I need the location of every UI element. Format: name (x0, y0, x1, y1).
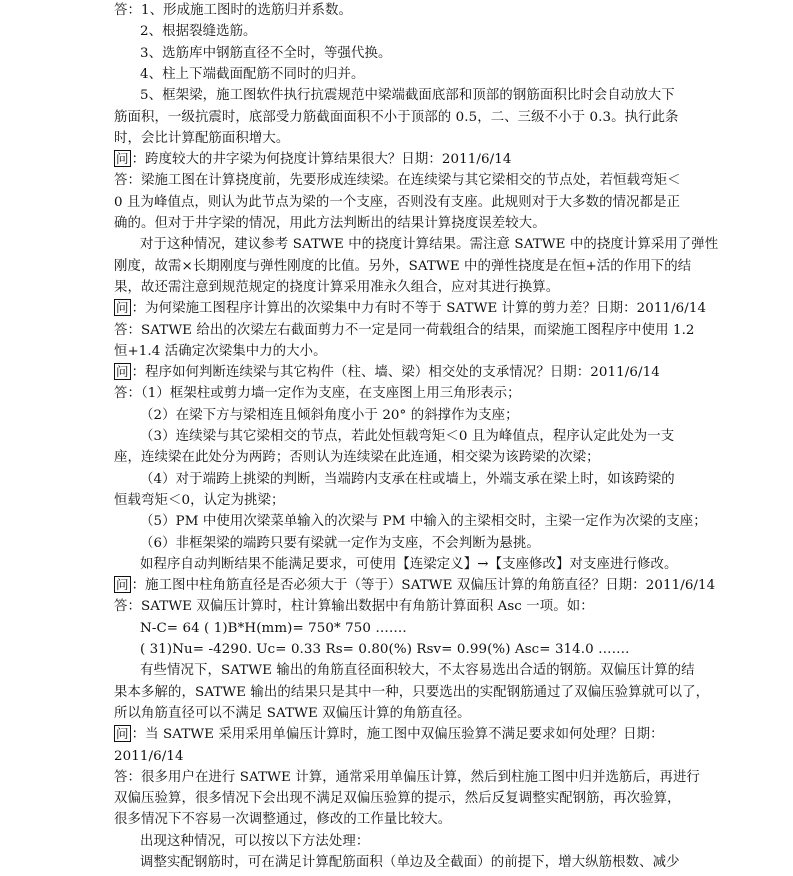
line-text: （4）对于端跨上挑梁的判断，当端跨内支承在柱或墙上，外端支承在梁上时，如该跨梁的 (140, 471, 675, 487)
line-text: 筋面积，一级抗震时，底部受力筋截面面积不小于顶部的 0.5，二、三级不小于 0.3。执行此条 (114, 109, 679, 125)
text-line (0, 107, 793, 129)
text-line (0, 405, 793, 427)
text-line (0, 575, 793, 597)
line-text: ：为何梁施工图程序计算出的次梁集中力有时不等于 SATWE 计算的剪力差？日期：2011/6/14 (131, 301, 707, 317)
question-marker: 问 (116, 726, 129, 742)
text-line (0, 149, 793, 171)
line-text: 确的。但对于井字梁的情况，用此方法判断出的结果计算挠度误差较大。 (114, 216, 546, 231)
text-line (0, 383, 793, 405)
line-text: 答：SATWE 双偏压计算时，柱计算输出数据中有角筋计算面积 Asc 一项。如： (114, 599, 594, 615)
line-text: 答：（1）框架柱或剪力墙一定作为支座，在支座图上用三角形表示； (114, 386, 521, 402)
text-line (0, 426, 793, 448)
text-line (0, 533, 793, 555)
line-text: N-C= 64 ( 1)B*H(mm)= 750* 750 ……. (140, 620, 407, 636)
text-line (0, 596, 793, 618)
line-text: 双偏压验算，很多情况下会出现不满足双偏压验算的提示，然后反复调整实配钢筋，再次验算， (114, 791, 681, 807)
line-text: 4、柱上下端截面配筋不同时的归并。 (140, 66, 365, 82)
text-line (0, 639, 793, 661)
line-text: 出现这种情况，可以按以下方法处理： (140, 833, 370, 849)
question-marker: 问 (116, 364, 129, 380)
line-text: 0 且为峰值点，则认为此节点为梁的一个支座，否则没有支座。此规则对于大多数的情况都是正 (114, 194, 681, 210)
line-text: 果本多解的，SATWE 输出的结果只是其中一种，只要选出的实配钢筋通过了双偏压验算就可以了， (114, 684, 710, 700)
line-text: 有些情况下，SATWE 输出的角筋直径面积较大，不太容易选出合适的钢筋。双偏压计算的结 (140, 663, 695, 679)
line-text: 如程序自动判断结果不能满足要求，可使用【连梁定义】→【支座修改】对支座进行修改。 (140, 556, 678, 572)
question-marker: 问 (116, 300, 129, 316)
text-line (0, 43, 793, 65)
line-text: （2）在梁下方与梁相连且倾斜角度小于 20° 的斜撑作为支座； (140, 407, 519, 423)
text-line (0, 21, 793, 43)
line-text: （6）非框架梁的端跨只要有梁就一定作为支座，不会判断为悬挑。 (140, 535, 540, 551)
text-line (0, 170, 793, 192)
question-marker: 问 (116, 577, 129, 593)
text-line (0, 788, 793, 810)
line-text: 对于这种情况，建议参考 SATWE 中的挠度计算结果。需注意 SATWE 中的挠度计算采用了弹性 (140, 237, 719, 253)
text-line (0, 852, 793, 874)
line-text: 答：梁施工图在计算挠度前，先要形成连续梁。在连续梁与其它梁相交的节点处，若恒载弯矩＜ (114, 173, 681, 189)
text-line (0, 85, 793, 107)
text-line (0, 0, 793, 22)
text-line (0, 809, 793, 831)
line-text: 所以角筋直径可以不满足 SATWE 双偏压计算的角筋直径。 (114, 705, 471, 721)
text-line (0, 362, 793, 384)
line-text: 很多情况下不容易一次调整通过，修改的工作量比较大。 (114, 812, 452, 828)
line-text: 调整实配钢筋时，可在满足计算配筋面积（单边及全截面）的前提下，增大纵筋根数、减少 (140, 855, 680, 870)
text-line (0, 469, 793, 491)
text-line (0, 298, 793, 320)
text-line (0, 64, 793, 86)
line-text: 恒载弯矩＜0，认定为挑梁； (114, 492, 285, 508)
line-text: ( 31)Nu= -4290. Uc= 0.33 Rs= 0.80(%) Rsv= 0.99(%) Asc= 314.0 ……. (140, 642, 630, 657)
text-line (0, 277, 793, 299)
text-line (0, 554, 793, 576)
text-line (0, 128, 793, 150)
line-text: （5）PM 中使用次梁菜单输入的次梁与 PM 中输入的主梁相交时，主梁一定作为次梁的支座； (140, 514, 707, 530)
line-text: 答：SATWE 给出的次梁左右截面剪力不一定是同一荷载组合的结果，而梁施工图程序中使用 1.2 (114, 322, 695, 338)
line-text: 2、根据裂缝选筋。 (140, 24, 257, 40)
text-line (0, 660, 793, 682)
text-line (0, 746, 793, 768)
line-text: 答：1、形成施工图时的选筋归并系数。 (114, 3, 352, 18)
text-line (0, 256, 793, 278)
line-text: 答：很多用户在进行 SATWE 计算，通常采用单偏压计算，然后到柱施工图中归并选筋后，再进行 (114, 769, 700, 785)
line-text: 座，连续梁在此处分为两跨；否则认为连续梁在此连通，相交梁为该跨梁的次梁； (114, 450, 600, 466)
text-line (0, 234, 793, 256)
text-line (0, 703, 793, 725)
text-line (0, 831, 793, 853)
line-text: ：跨度较大的井字梁为何挠度计算结果很大？日期：2011/6/14 (131, 152, 512, 168)
line-text: 时，会比计算配筋面积增大。 (114, 130, 290, 146)
line-text: 5、框架梁，施工图软件执行抗震规范中梁端截面底部和顶部的钢筋面积比时会自动放大下 (140, 88, 675, 104)
text-line (0, 490, 793, 512)
text-line (0, 724, 793, 746)
line-text: 恒+1.4 活确定次梁集中力的大小。 (114, 343, 327, 359)
line-text: ：施工图中柱角筋直径是否必须大于（等于）SATWE 双偏压计算的角筋直径？日期：2011/6/14 (131, 578, 716, 594)
line-text: ：程序如何判断连续梁与其它构件（柱、墙、梁）相交处的支承情况？日期：2011/6/14 (131, 365, 660, 381)
text-line (0, 767, 793, 789)
line-text: 果，故还需注意到规范规定的挠度计算采用准永久组合，应对其进行换算。 (114, 279, 560, 295)
question-marker: 问 (116, 151, 129, 167)
line-text: （3）连续梁与其它梁相交的节点，若此处恒载弯矩＜0 且为峰值点，程序认定此处为一支 (140, 429, 675, 444)
line-text: 2011/6/14 (114, 748, 184, 764)
text-line (0, 682, 793, 704)
line-text: 刚度，故需×长期刚度与弹性刚度的比值。另外，SATWE 中的弹性挠度是在恒+活的作用下的结 (114, 258, 692, 274)
text-line (0, 341, 793, 363)
text-line (0, 192, 793, 214)
text-line (0, 447, 793, 469)
text-line (0, 320, 793, 342)
line-text: ：当 SATWE 采用采用单偏压计算时，施工图中双偏压验算不满足要求如何处理？日期： (131, 727, 664, 743)
text-line (0, 511, 793, 533)
line-text: 3、选筋库中钢筋直径不全时，等强代换。 (140, 45, 392, 61)
text-line (0, 213, 793, 235)
text-line (0, 618, 793, 640)
